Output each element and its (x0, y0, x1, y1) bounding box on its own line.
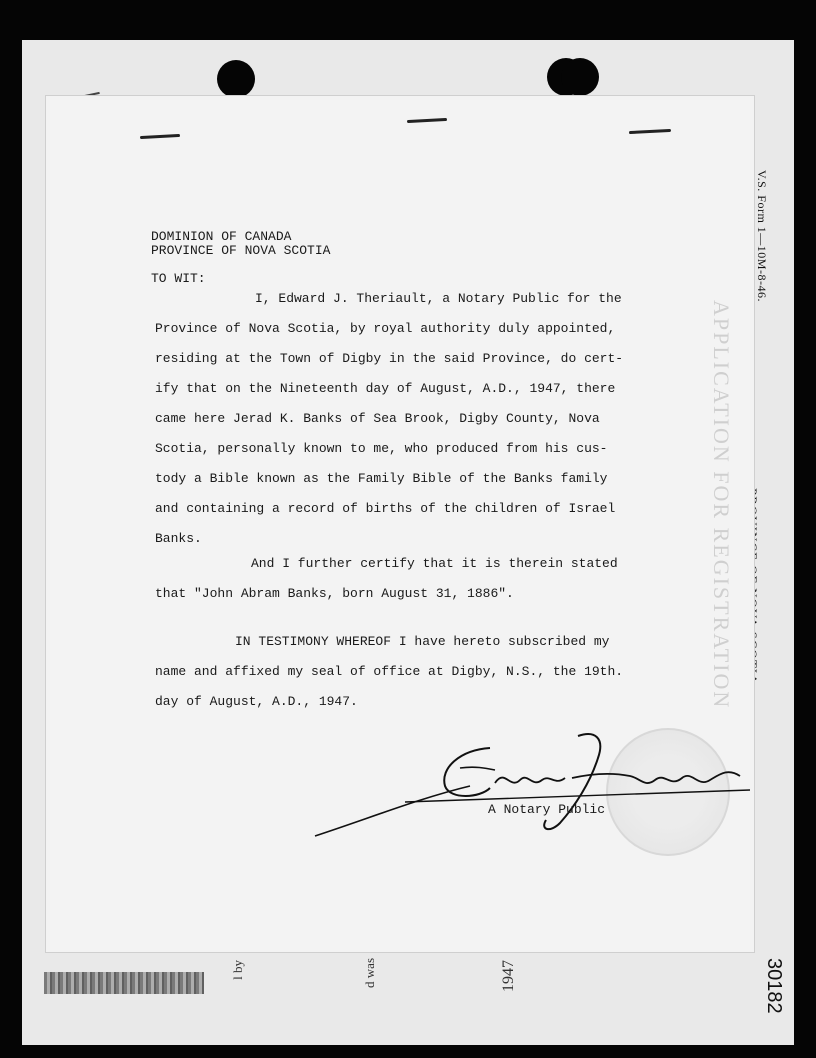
text-line: name and affixed my seal of office at Digby, N.S., the 19th. (155, 664, 624, 679)
form-number: V.S. Form 1—10M-8-46. (755, 170, 769, 302)
text-line: came here Jerad K. Banks of Sea Brook, Digby County, Nova (155, 411, 600, 426)
notary-signature (310, 728, 760, 843)
text-line: Banks. (155, 531, 202, 546)
file-number: 30182 (763, 958, 785, 1014)
text-line: Province of Nova Scotia, by royal authority duly appointed, (155, 321, 616, 336)
testimony-paragraph (155, 627, 623, 717)
signature-caption: A Notary Public (488, 802, 606, 817)
text-line: and containing a record of births of the children of Israel (155, 501, 616, 516)
text-line: And I further certify that it is therein stated (251, 556, 618, 571)
bottom-fragment: 1947 (500, 960, 517, 992)
certification-paragraph (155, 284, 623, 554)
heading-province: PROVINCE OF NOVA SCOTIA (151, 243, 331, 258)
digby-registrar-stamp (44, 972, 204, 994)
bottom-fragment: l by (230, 960, 245, 980)
text-line: IN TESTIMONY WHEREOF I have hereto subscribed my (235, 634, 610, 649)
text-line: residing at the Town of Digby in the said Province, do cert- (155, 351, 624, 366)
text-line: ify that on the Nineteenth day of August, A.D., 1947, there (155, 381, 616, 396)
punch-hole-right-2 (561, 58, 599, 96)
show-through-text: APPLICATION FOR REGISTRATION (709, 300, 734, 710)
text-line: that "John Abram Banks, born August 31, 1886". (155, 586, 514, 601)
text-line: I, Edward J. Theriault, a Notary Public for the (255, 291, 622, 306)
text-line: Scotia, personally known to me, who produced from his cus- (155, 441, 608, 456)
bible-record-paragraph (155, 549, 618, 609)
to-wit-label: TO WIT: (151, 271, 206, 286)
text-line: tody a Bible known as the Family Bible of the Banks family (155, 471, 608, 486)
heading-dominion: DOMINION OF CANADA (151, 229, 292, 244)
text-line: day of August, A.D., 1947. (155, 694, 358, 709)
punch-hole-left (217, 60, 255, 98)
bottom-fragment: d was (362, 958, 377, 988)
